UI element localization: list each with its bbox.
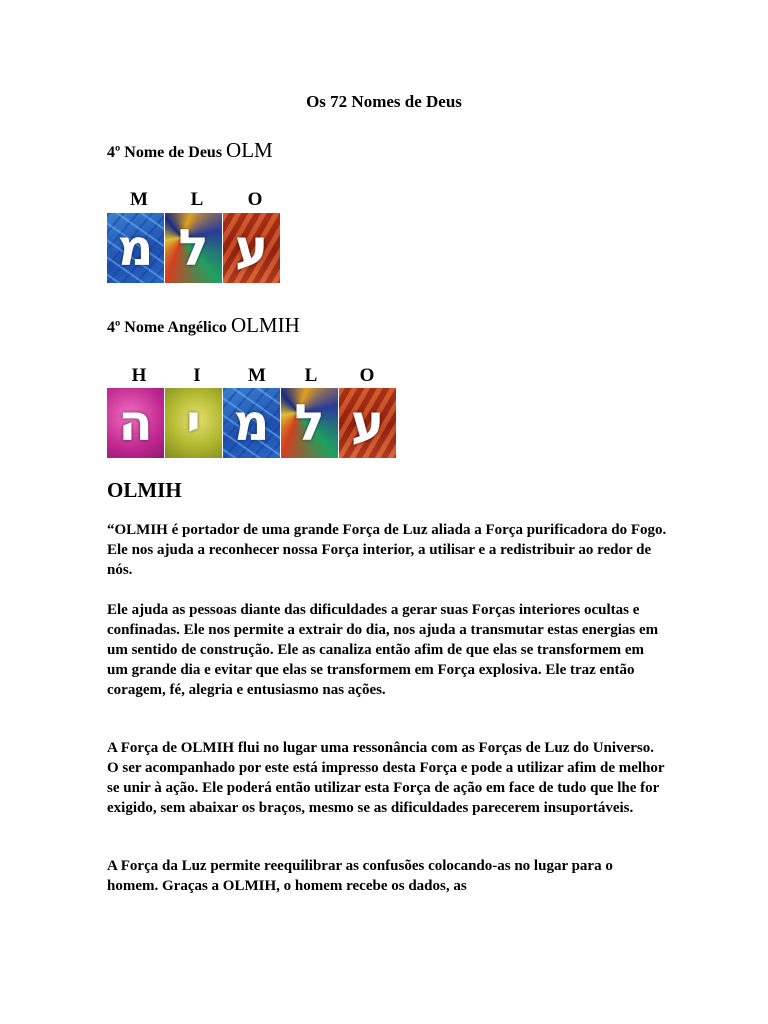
hebrew-letter-tile-ayin: ע <box>339 388 396 458</box>
angelic-heading-prefix: 4º Nome Angélico <box>107 319 227 336</box>
name-heading <box>107 138 273 163</box>
hebrew-letter-tile-mem: מ <box>107 213 164 283</box>
name-heading-prefix: 4º Nome de Deus <box>107 144 223 161</box>
paragraph-3: A Força de OLMIH flui no lugar uma ressonância com as Forças de Luz do Universo. O ser acompanhado por este está impresso desta Força e pode a utilizar afim de melhor se unir à ação. Ele poderá então utilizar esta Força de ação em face de tudo que lhe for exigido, sem abaixar os braços, mesmo se as dificuldades parecerem insuportáveis. <box>107 740 665 816</box>
angelic-letter: I <box>193 365 201 386</box>
angelic-letter: L <box>304 365 318 386</box>
hebrew-letter-tile-lamed: ל <box>281 388 338 458</box>
angelic-heading-name: OLMIH <box>230 313 300 337</box>
angelic-letters <box>110 365 400 389</box>
angelic-letter: O <box>359 365 375 386</box>
name-letter: L <box>190 189 204 210</box>
hebrew-letter-tile-mem: מ <box>223 388 280 458</box>
hebrew-letter-tile-ayin: ע <box>223 213 280 283</box>
paragraph-4: A Força da Luz permite reequilibrar as confusões colocando-as no lugar para o homem. Graças a OLMIH, o homem recebe os dados, as <box>107 858 613 894</box>
hebrew-letter-tile-he: ה <box>107 388 164 458</box>
page-title: Os 72 Nomes de Deus <box>306 92 462 111</box>
paragraph-1: “OLMIH é portador de uma grande Força de Luz aliada a Força purificadora do Fogo. Ele nos ajuda a reconhecer nossa Força interior, a utilisar e a redistribuir ao redor de nós. <box>107 522 667 578</box>
name-heading-name: OLM <box>226 138 273 162</box>
paragraph-2: Ele ajuda as pessoas diante das dificuldades a gerar suas Forças interiores ocultas e confinadas. Ele nos permite a extrair do dia, nos ajuda a transmutar estas energias em um sentido de construção. Ele as canaliza então afim de que elas se transformem em um grande dia e evitar que elas se transformem em Força explosiva. Ele traz então coragem, fé, alegria e entusiasmo nas ações. <box>107 602 659 698</box>
name-letters <box>110 189 284 213</box>
name-letter: O <box>247 189 263 210</box>
angelic-letter: M <box>248 365 266 386</box>
hebrew-letter-tile-yod: י <box>165 388 222 458</box>
section-title: OLMIH <box>107 478 182 502</box>
angelic-heading <box>107 313 300 338</box>
name-tiles <box>107 213 282 283</box>
angelic-tiles <box>107 388 399 458</box>
name-letter: M <box>130 189 148 210</box>
angelic-letter: H <box>131 365 147 386</box>
hebrew-letter-tile-lamed: ל <box>165 213 222 283</box>
